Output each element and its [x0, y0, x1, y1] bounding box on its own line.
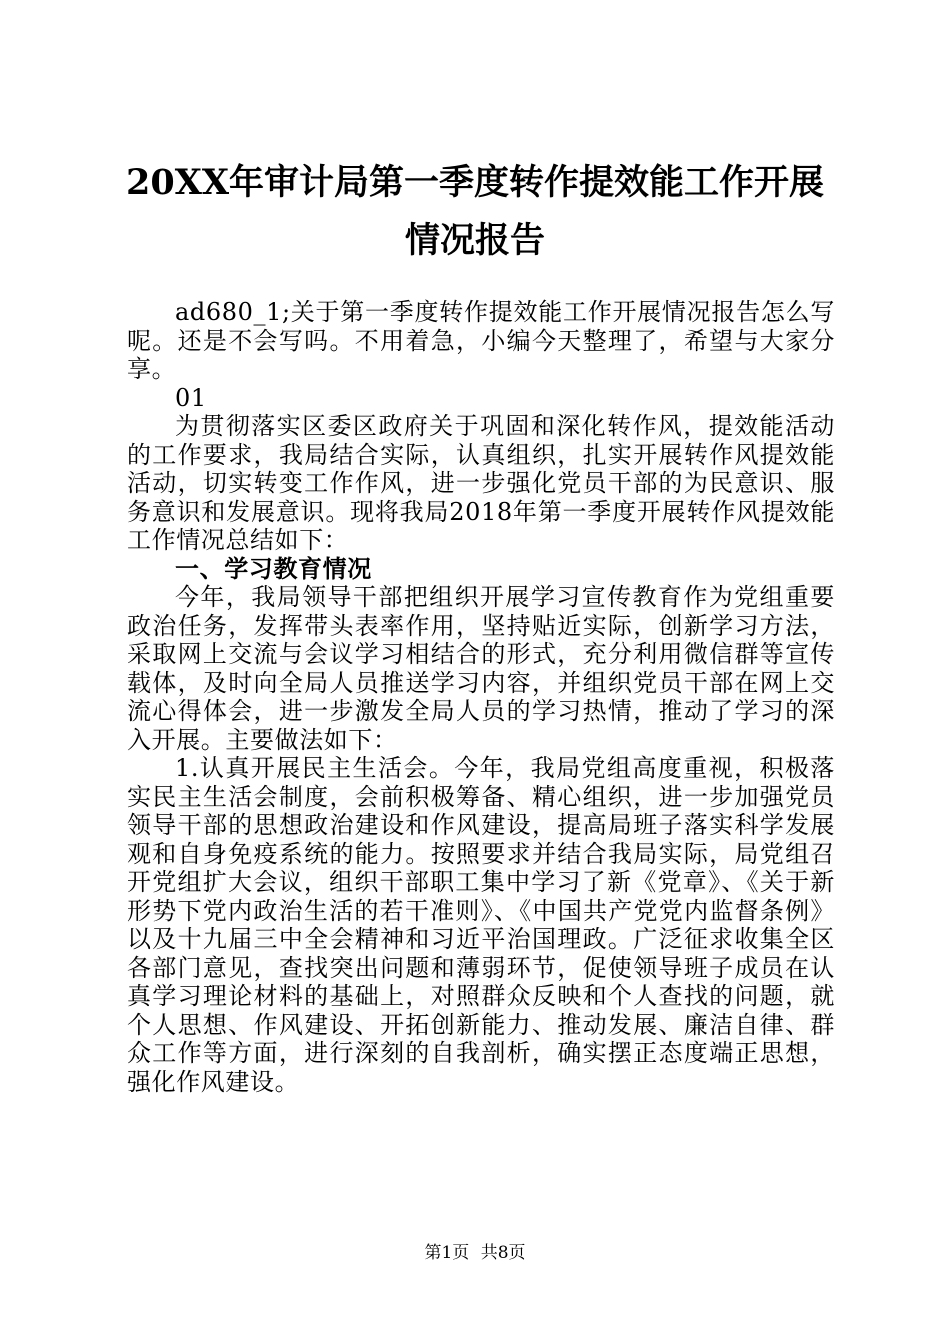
intro-paragraph: ad680_1;关于第一季度转作提效能工作开展情况报告怎么写呢。还是不会写吗。不用着急，小编今天整理了，希望与大家分享。	[127, 298, 835, 383]
item-1-paragraph: 1.认真开展民主生活会。今年，我局党组高度重视，积极落实民主生活会制度，会前积极筹备、精心组织，进一步加强党员领导干部的思想政治建设和作风建设，提高局班子落实科学发展观和自身免疫系统的能力。按照要求并结合我局实际，局党组召开党组扩大会议，组织干部职工集中学习了新《党章》、《关于新形势下党内政治生活的若干准则》、《中国共产党党内监督条例》以及十九届三中全会精神和习近平治国理政。广泛征求收集全区各部门意见，查找突出问题和薄弱环节，促使领导班子成员在认真学习理论材料的基础上，对照群众反映和个人查找的问题，就个人思想、作风建设、开拓创新能力、推动发展、廉洁自律、群众工作等方面，进行深刻的自我剖析，确实摆正态度端正思想，强化作风建设。	[127, 754, 835, 1096]
section-number: 01	[175, 383, 207, 412]
overview-paragraph: 为贯彻落实区委区政府关于巩固和深化转作风，提效能活动的工作要求，我局结合实际，认真组织，扎实开展转作风提效能活动，切实转变工作作风，进一步强化党员干部的为民意识、服务意识和发展意识。现将我局2018年第一季度开展转作风提效能工作情况总结如下：	[127, 412, 835, 554]
document-body	[127, 298, 835, 1096]
page-footer	[0, 1242, 950, 1264]
section-heading: 一、学习教育情况	[175, 553, 372, 583]
study-paragraph: 今年，我局领导干部把组织开展学习宣传教育作为党组重要政治任务，发挥带头表率作用，坚持贴近实际，创新学习方法，采取网上交流与会议学习相结合的形式，充分利用微信群等宣传载体，及时向全局人员推送学习内容，并组织党员干部在网上交流心得体会，进一步激发全局人员的学习热情，推动了学习的深入开展。主要做法如下：	[127, 583, 835, 754]
page-number: 第1页	[424, 1243, 470, 1263]
page-total: 共8页	[480, 1243, 526, 1263]
document-title-line-1: 20XX年审计局第一季度转作提效能工作开展	[125, 162, 825, 203]
document-title-line-2: 情况报告	[404, 220, 545, 261]
